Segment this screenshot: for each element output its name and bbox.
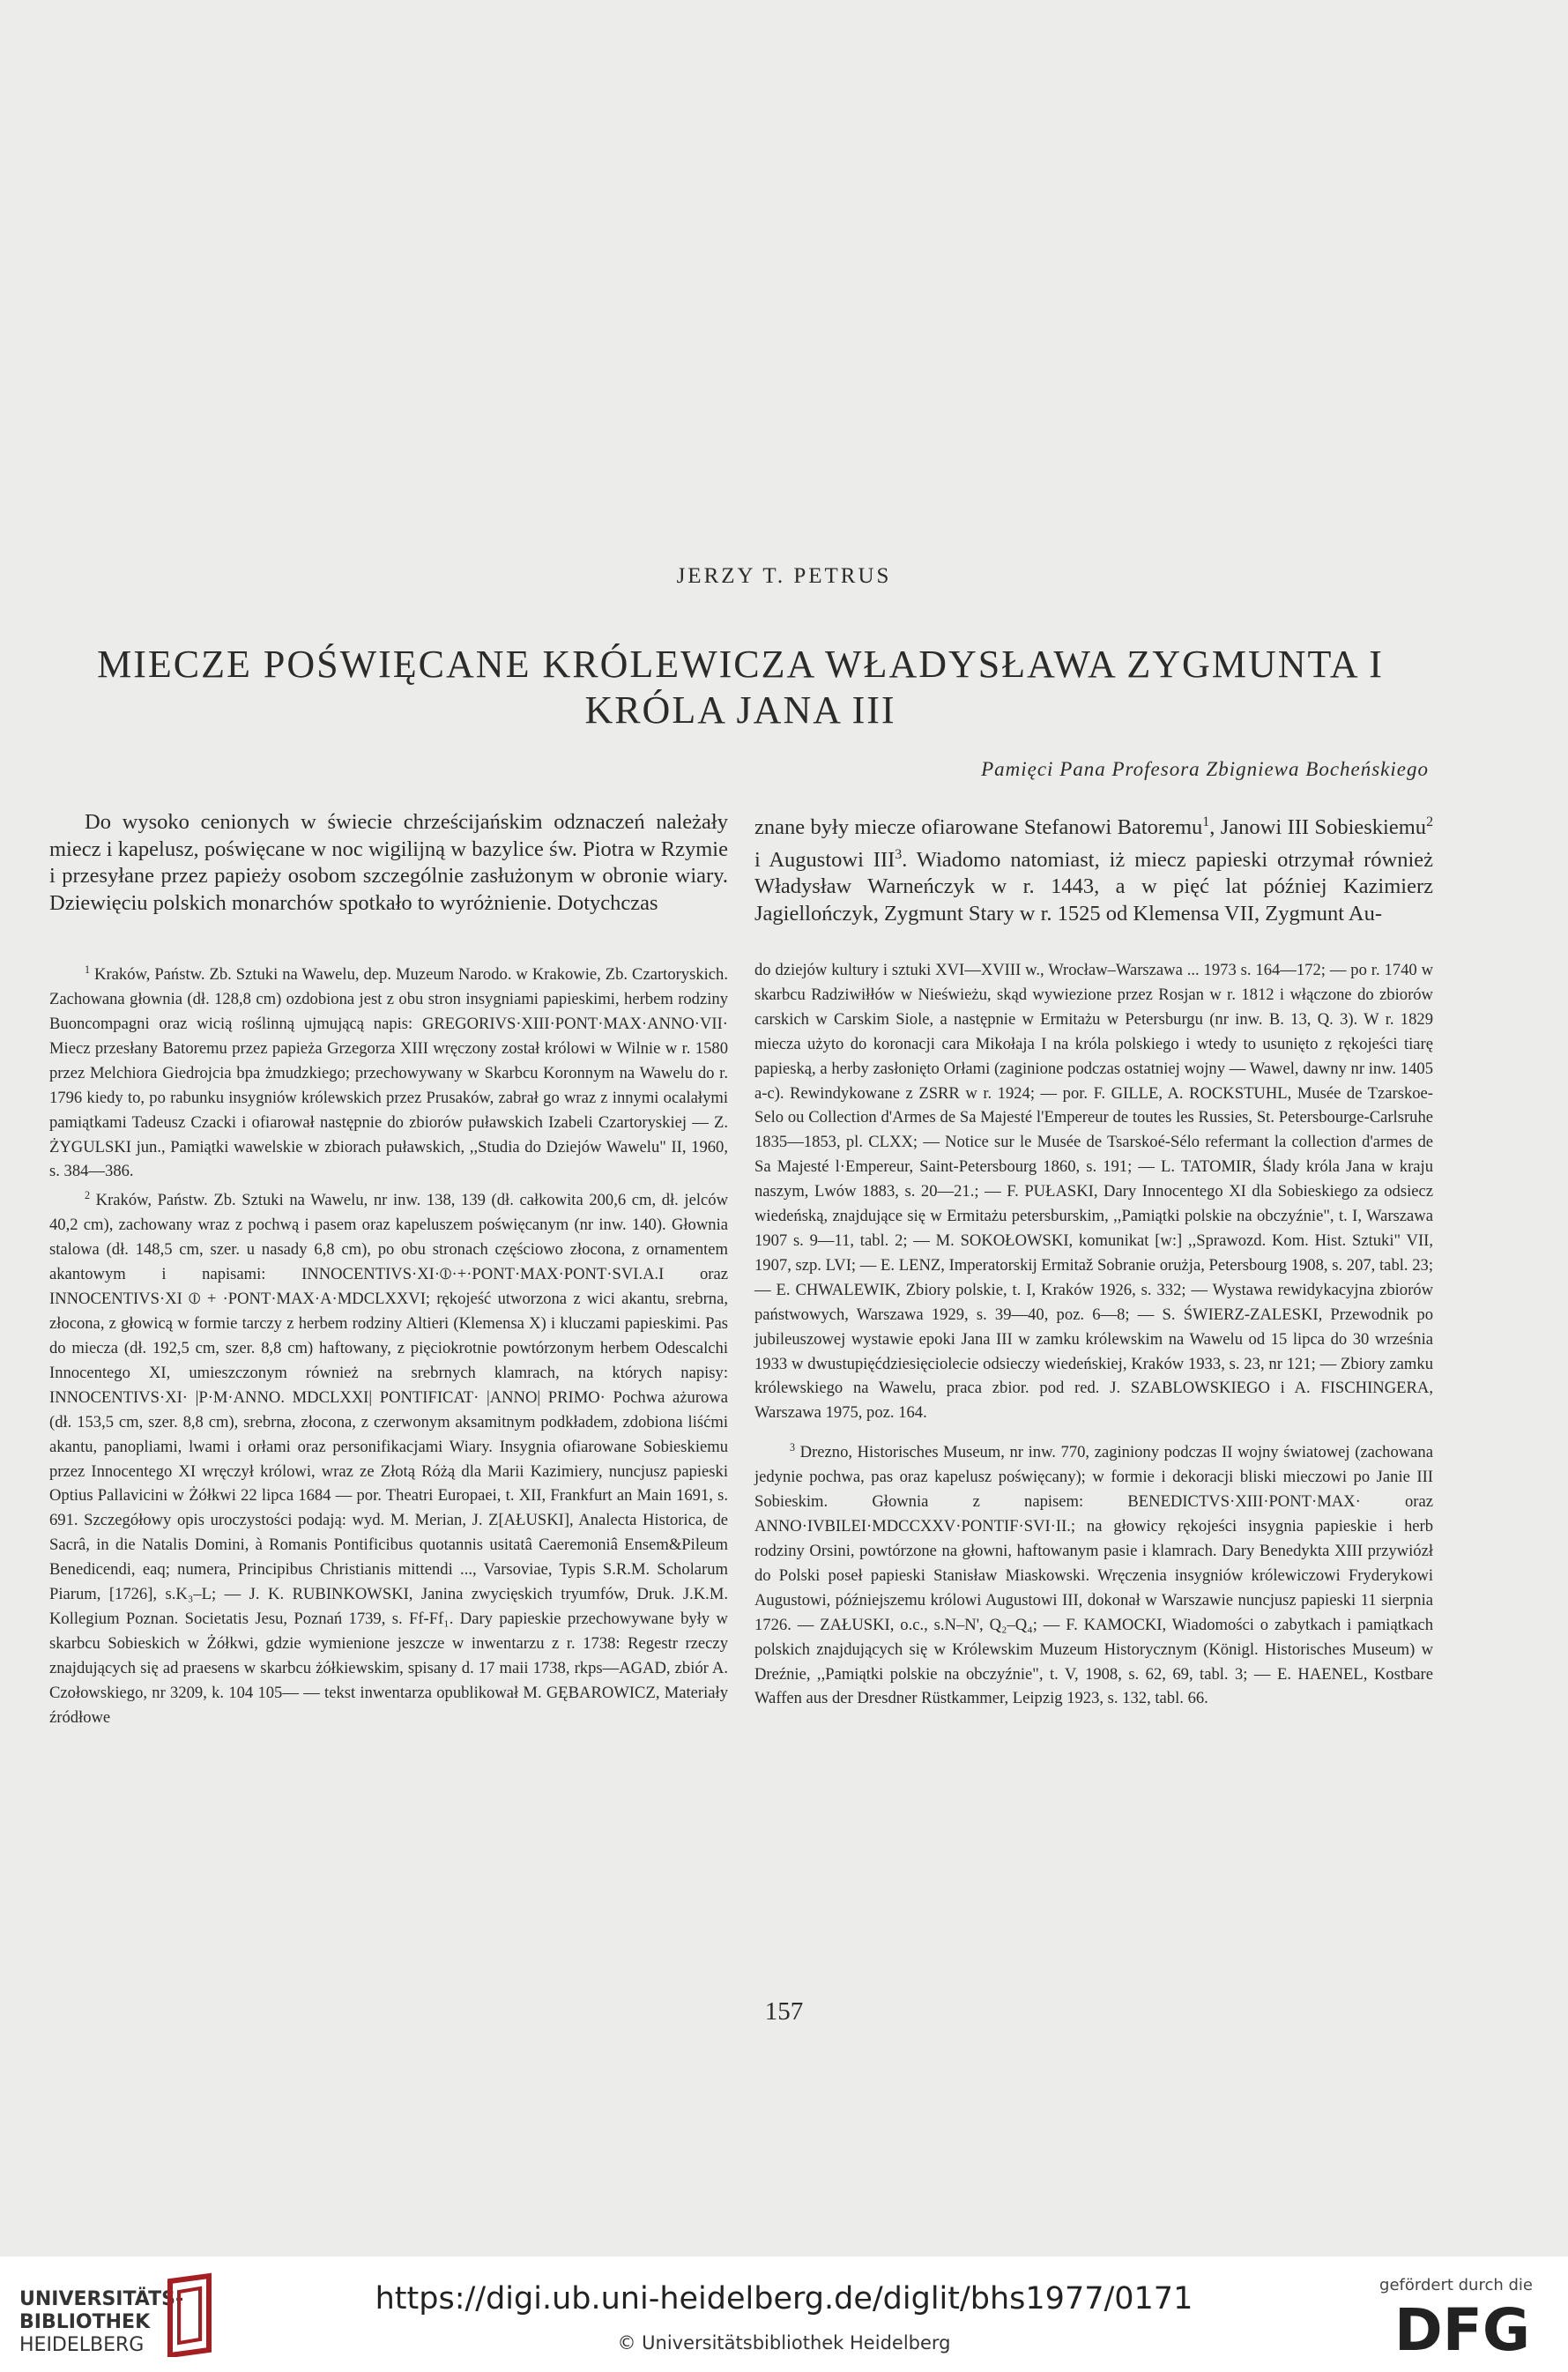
- dedication: Pamięci Pana Profesora Zbigniewa Bocheńskiego: [981, 758, 1429, 780]
- footnote-3: [754, 1436, 1433, 1711]
- page-number: 157: [764, 1997, 804, 2026]
- library-name-line: UNIVERSITÄTS-: [19, 2288, 184, 2310]
- body-text: znane były miecze ofiarowane Stefanowi Batoremu: [754, 815, 1203, 840]
- body-right-column: [754, 809, 1433, 927]
- footnote-text: Kraków, Państw. Zb. Sztuki na Wawelu, dep. Muzeum Narodo. w Krakowie, Zb. Czartoryskich. Zachowana głownia (dł. 128,8 cm) ozdobiona jest z obu stron insygniami papieskimi, herbem rodziny Buoncompagni oraz wicią roślinną ujmującą napis: GREGORIVS·XIII·PONT·MAX·ANNO·VII· Miecz przesłany Batoremu przez papieża Grzegorza XIII wręczony został królowi w Wilnie w r. 1580 przez Melchiora Giedrojcia bpa żmudzkiego; przechowywany w Skarbcu Koronnym na Wawelu do r. 1796 kiedy to, po rabunku insygniów królewskich przez Prusaków, zabrał go wraz z innymi ocalałymi pamiątkami Tadeusz Czacki i ofiarował następnie do zbiorów puławskich Izabeli Czartoryskiej — Z. ŻYGULSKI jun., Pamiątki wawelskie w zbiorach puławskich, ,,Studia do Dziejów Wawelu" II, 1960, s. 384—386.: [49, 965, 728, 1181]
- footnote-number: 1: [85, 963, 91, 976]
- footnote-text: Kraków, Państw. Zb. Sztuki na Wawelu, nr inw. 138, 139 (dł. całkowita 200,6 cm, dł. jelców 40,2 cm), zachowany wraz z pochwą i pasem oraz kapeluszem poświęcanym (nr inw. 140). Głownia stalowa (dł. 148,5 cm, szer. u nasady 6,8 cm), po obu stronach częściowo złocona, z ornamentem akantowym i napisami: INNOCENTIVS·XI·⦶·+·PONT·MAX·PONT·SVI.A.I oraz INNOCENTIVS·XI ⦶ + ·PONT·MAX·A·MDCLXXVI; rękojeść utworzona z wici akantu, srebrna, złocona, z głowicą w formie tarczy z herbem rodziny Altieri (Klemensa X) i kluczami papieskimi. Pas do miecza (dł. 192,5 cm, szer. 8,8 cm) haftowany, z pięciokrotnie powtórzonym herbem Odescalchi Innocentego XI, umieszczonym również na srebrnych klamrach, na których napisy: INNOCENTIVS·XI· |P·M·ANNO. MDCLXXI| PONTIFICAT· |ANNO| PRIMO· Pochwa ażurowa (dł. 153,5 cm, szer. 8,8 cm), srebrna, złocona, z czerwonym aksamitnym podkładem, zdobiona liśćmi akantu, panopliami, lwami i orłami oraz personifikacjami Wiary. Insygnia ofiarowane Sobieskiemu przez Innocentego XI wręczył królowi, wraz ze Złotą Różą dla Marii Kazimiery, nuncjusz papieski Optius Pallavicini w Żółkwi 22 lipca 1684 — por. Theatri Europaei, t. XII, Frankfurt an Main 1691, s. 691. Szczegółowy opis uroczystości podają: wyd. M. Merian, J. Z[AŁUSKI], Analecta Historica, de Sacrâ, in die Natalis Domini, à Romanis Pontificibus quotannis usitatâ Caeremoniâ Ensem&Pileum Benedicendi, eaq; numera, Principibus Christianis mittendi ..., Varsoviae, Typis S.R.M. Scholarum Piarum, [1726], s.K₃–L; — J. K. RUBINKOWSKI, Janina zwycięskich tryumfów, Druk. J.K.M. Kollegium Poznan. Societatis Jesu, Poznań 1739, s. Ff-Ff₁. Dary papieskie przechowywane były w skarbcu Sobieskich w Żółkwi, gdzie wymienione jeszcze w inwentarzu z r. 1738: Regestr rzeczy znajdujących się ad praesens w skarbcu żółkiewskim, spisany d. 17 maii 1738, rkps—AGAD, zbiór A. Czołowskiego, nr 3209, k. 104 105— — tekst inwentarza opublikował M. GĘBAROWICZ, Materiały źródłowe: [49, 1191, 728, 1727]
- footnotes-left-column: [49, 958, 728, 1729]
- body-text: i Augustowi III: [754, 847, 895, 872]
- footnote-2: [49, 1184, 728, 1729]
- library-name-line: HEIDELBERG: [19, 2334, 145, 2356]
- digitization-footer: [0, 2257, 1568, 2372]
- library-name-line: BIBLIOTHEK: [19, 2311, 151, 2333]
- footnote-1: [49, 958, 728, 1184]
- body-left-column: [49, 809, 728, 917]
- footnote-ref[interactable]: 2: [1426, 814, 1434, 829]
- source-url-link[interactable]: https://digi.ub.uni-heidelberg.de/diglit/bhs1977/0171: [375, 2281, 1193, 2316]
- footnote-number: 2: [85, 1189, 91, 1202]
- dfg-logo-icon[interactable]: [1383, 2299, 1542, 2357]
- footnote-ref[interactable]: 1: [1202, 814, 1210, 829]
- body-paragraph-continued: [754, 809, 1433, 927]
- body-paragraph: Do wysoko cenionych w świecie chrześcijańskim odznaczeń należały miecz i kapelusz, poświęcane w noc wigilijną w bazylice św. Piotra w Rzymie i przesyłane przez papieży osobom szczególnie zasłużonym w obronie wiary. Dziewięciu polskich monarchów spotkało to wyróżnienie. Dotychczas: [49, 810, 728, 915]
- dfg-logo-text: DFG: [1393, 2299, 1531, 2357]
- body-text: . Wiadomo natomiast, iż miecz papieski otrzymał również Władysław Warneńczyk w r. 1443, a w pięć lat później Kazimierz Jagiellończyk, Zygmunt Stary w r. 1525 od Klemensa VII, Zygmunt Au-: [754, 847, 1434, 926]
- funding-label: gefördert durch die: [1379, 2276, 1533, 2294]
- author-name: JERZY T. PETRUS: [676, 564, 892, 588]
- footnotes-right-column: [754, 958, 1433, 1711]
- footnote-number: 3: [790, 1441, 796, 1454]
- article-title: MIECZE POŚWIĘCANE KRÓLEWICZA WŁADYSŁAWA ZYGMUNTA I KRÓLA JANA III: [97, 643, 1384, 732]
- footnote-2-continued: do dziejów kultury i sztuki XVI—XVIII w., Wrocław–Warszawa ... 1973 s. 164—172; — po r. 1740 w skarbcu Radziwiłłów w Nieświeżu, skąd wywiezione przez Rosjan w r. 1812 i włączone do zbiorów carskich w Carskim Siole, a następnie w Ermitażu w Petersburgu (nr inw. B. 13, Q. 3). W r. 1829 miecza użyto do koronacji cara Mikołaja I na króla polskiego i wtedy to usunięto z rękojeści tiarę papieską, a herby zasłonięto Orłami (zaginione podczas ostatniej wojny — Wawel, dawny nr inw. 1405 a-c). Rewindykowane z ZSRR w r. 1924; — por. F. GILLE, A. ROCKSTUHL, Musée de Tzarskoe-Selo ou Collection d'Armes de Sa Majesté l'Empereur de toutes les Russies, St. Petersbourge-Carlsruhe 1835—1853, pl. CLXX; — Notice sur le Musée de Tsarskoé-Sélo refermant la collection d'armes de Sa Majesté l·Empereur, Saint-Petersbourg 1860, s. 191; — L. TATOMIR, Ślady króla Jana w kraju naszym, Lwów 1883, s. 20—21.; — F. PUŁASKI, Dary Innocentego XI dla Sobieskiego za odsiecz wiedeńską, znajdujące się w Ermitażu petersburskim, ,,Pamiątki polskie na obczyźnie", t. I, Warszawa 1907 s. 9—11, tabl. 2; — M. SOKOŁOWSKI, komunikat [w:] ,,Sprawozd. Kom. Hist. Sztuki" VII, 1907, szp. LVI; — E. LENZ, Imperatorskij Ermitaž Sobranie orużja, Petersbourg 1908, s. 207, tabl. 23; — E. CHWALEWIK, Zbiory polskie, t. I, Kraków 1926, s. 332; — Wystawa rewidykacyjna zbiorów państwowych, Warszawa 1929, s. 39—40, poz. 6—8; — S. ŚWIERZ-ZALESKI, Przewodnik po jubileuszowej wystawie epoki Jana III w zamku królewskim na Wawelu od 15 lipca do 30 września 1933 w dwustupięćdziesięciolecie odsieczy wiedeńskiej, Kraków 1933, s. 23, nr 121; — Zbiory zamku królewskiego na Wawelu, praca zbior. pod red. J. SZABLOWSKIEGO i A. FISCHINGERA, Warszawa 1975, poz. 164.: [754, 961, 1433, 1423]
- footnote-ref[interactable]: 3: [895, 846, 903, 862]
- copyright-notice: © Universitätsbibliothek Heidelberg: [617, 2332, 951, 2353]
- footnote-text: Drezno, Historisches Museum, nr inw. 770, zaginiony podczas II wojny światowej (zachowana jedynie pochwa, pas oraz kapelusz poświęcany); w formie i dekoracji bliski mieczowi po Janie III Sobieskim. Głownia z napisem: BENEDICTVS·XIII·PONT·MAX· oraz ANNO·IVBILEI·MDCCXXV·PONTIF·SVI·II.; na głowicy rękojeści insygnia papieskie i herb rodziny Orsini, powtórzone na głowni, haftowanym pasie i klamrach. Dary Benedykta XIII przywiózł do Polski poseł papieski Stanisław Miaskowski. Wręczenia insygniów królewiczowi Fryderykowi Augustowi, późniejszemu królowi Augustowi III, dokonał w Warszawie nuncjusz papieski 11 sierpnia 1726. — ZAŁUSKI, o.c., s.N–N', Q₂–Q₄; — F. KAMOCKI, Wiadomości o zabytkach i pamiątkach polskich znajdujących się w Królewskim Muzeum Historycznym (Königl. Historisches Museum) w Dreźnie, ,,Pamiątki polskie na obczyźnie", t. V, 1908, s. 62, 69, tabl. 3; — E. HAENEL, Kostbare Waffen aus der Dresdner Rüstkammer, Leipzig 1923, s. 132, tabl. 66.: [754, 1443, 1433, 1708]
- body-text: , Janowi III Sobieskiemu: [1209, 815, 1427, 840]
